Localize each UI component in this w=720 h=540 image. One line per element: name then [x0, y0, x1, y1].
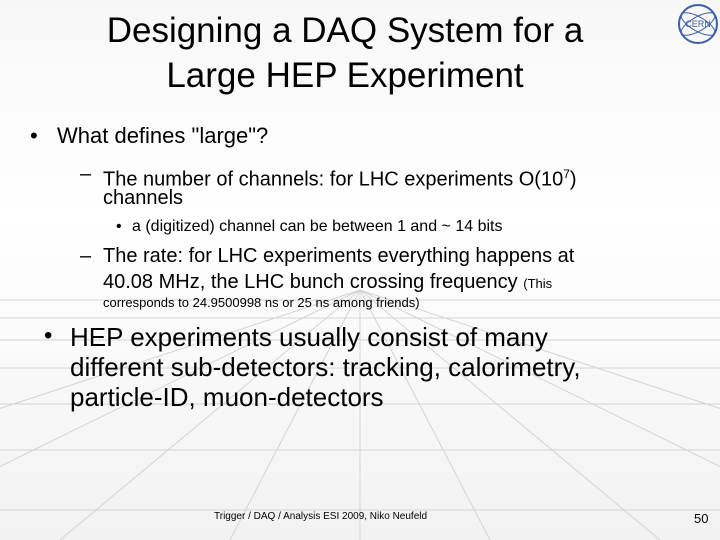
footer-text: Trigger / DAQ / Analysis ESI 2009, Niko Neufeld	[214, 511, 428, 522]
hep-line-2: different sub-detectors: tracking, calorimetry,	[70, 352, 581, 382]
bullet-hep-experiments	[70, 322, 581, 412]
channels-text: The number of channels: for LHC experiments O(10	[103, 168, 564, 191]
rate-frequency-text: 40.08 MHz, the LHC bunch crossing frequency	[103, 271, 518, 293]
bullet-rate: The rate: for LHC experiments everything happens at	[103, 245, 575, 267]
hep-line-3: particle-ID, muon-detectors	[70, 382, 384, 412]
bullet-channels-word: channels	[103, 187, 184, 209]
title-line-1: Designing a DAQ System for a	[106, 11, 584, 50]
bullet-rate-line-2	[103, 270, 552, 296]
rate-note-line-2: corresponds to 24.9500998 ns or 25 ns among friends)	[103, 295, 420, 310]
title-line-2: Large HEP Experiment	[166, 56, 524, 95]
bullet-digitized-channel: a (digitized) channel can be between 1 and ~ 14 bits	[132, 218, 503, 235]
bullet-what-defines-large: What defines "large"?	[57, 123, 269, 148]
dash-marker: –	[80, 163, 92, 185]
channels-paren: )	[569, 168, 577, 191]
page-number: 50	[694, 511, 709, 526]
hep-line-1: HEP experiments usually consist of many	[70, 322, 548, 352]
svg-text:CERN: CERN	[685, 19, 711, 29]
sub-bullet-marker: •	[116, 218, 122, 235]
rate-note-start: (This	[523, 276, 553, 291]
bullet-marker: •	[30, 123, 38, 148]
bullet-marker: •	[44, 322, 53, 349]
channels-exponent: 7	[563, 167, 570, 181]
dash-marker: –	[80, 245, 92, 267]
